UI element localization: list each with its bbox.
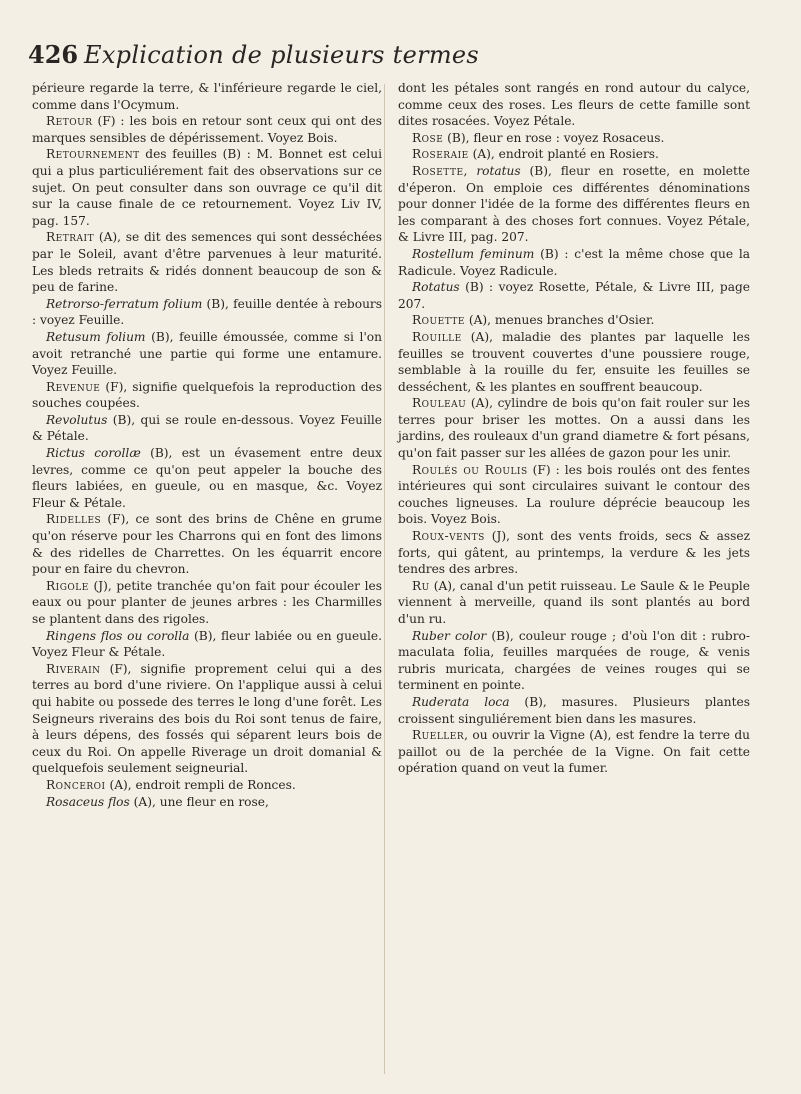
- entry-text: (B), masures. Plusieurs plantes croissent singuliérement bien dans les masures.: [398, 694, 750, 726]
- dictionary-entry: [398, 694, 750, 727]
- dictionary-entry: [398, 329, 750, 395]
- entry-text: (A), endroit planté en Rosiers.: [468, 147, 659, 162]
- dictionary-entry: [32, 229, 382, 295]
- dictionary-entry: [398, 246, 750, 279]
- entry-term: Roulés ou Roulis: [412, 462, 528, 477]
- entry-text: (A), maladie des plantes par laquelle les feuilles se trouvent couvertes d'une poussiere rouge, semblable à la rouille du fer, ensuite les feuilles se desséchent, & les plantes en souffrent beaucoup.: [398, 329, 750, 394]
- entry-text: (A), une fleur en rose,: [129, 794, 269, 809]
- entry-text: (B), est un évasement entre deux levres, comme ce qu'on peut appeler la bouche des fleurs labiées, en gueule, ou en masque, &c. Voyez Fleur & Pétale.: [32, 446, 383, 510]
- entry-text: (A), canal d'un petit ruisseau. Le Saule & le Peuple viennent à merveille, quand ils sont plantés au bord d'un ru.: [398, 578, 750, 626]
- dictionary-entry: [398, 80, 750, 130]
- entry-text: , ou ouvrir la Vigne (A), est fendre la terre du paillot ou de la perchée de la Vigne. On fait cette opération quand on veut la fumer.: [398, 728, 750, 776]
- entry-latin-term: rotatus: [476, 163, 521, 178]
- entry-text: (B), fleur en rose : voyez Rosaceus.: [443, 130, 665, 145]
- dictionary-entry: [398, 578, 750, 628]
- left-column: [32, 80, 382, 810]
- dictionary-entry: [398, 395, 750, 461]
- entry-text: (B), feuille dentée à rebours : voyez Feuille.: [32, 296, 383, 328]
- entry-term: Ru: [412, 578, 430, 593]
- entry-text: (B), couleur rouge ; d'où l'on dit : rubro-maculata folia, feuilles marquées de rouge, & venis rubris muricata, chargées de veines rouges qui se terminent en pointe.: [398, 628, 750, 693]
- dictionary-entry: [32, 777, 382, 794]
- dictionary-entry: [32, 80, 382, 113]
- entry-text: (F), signifie proprement celui qui a des terres au bord d'une riviere. On l'applique aussi à celui qui habite ou possede des terres le long d'une forêt. Les Seigneurs riverains des bois du Roi sont tenus de faire, à leurs dépens, des fossés qui séparent leurs bois de ceux du Roi. On appelle Riverage un droit domanial & quelquefois seulement seigneurial.: [32, 661, 382, 776]
- entry-text: (F), signifie quelquefois la reproduction des souches coupées.: [32, 379, 382, 411]
- dictionary-entry: [398, 528, 750, 578]
- entry-text: dont les pétales sont rangés en rond autour du calyce, comme ceux des roses. Les fleurs de cette famille sont dites rosacées. Voyez Pétale.: [398, 81, 750, 129]
- dictionary-entry: [32, 661, 382, 777]
- entry-latin-term: Retusum folium: [46, 329, 146, 344]
- entry-term: Ridelles: [46, 512, 102, 527]
- entry-latin-term: Ruderata loca: [412, 694, 510, 709]
- running-header: [28, 38, 758, 72]
- entry-text: (F) : les bois roulés ont des fentes intérieures qui sont circulaires suivant le contour des couches ligneuses. La roulure déprécie beaucoup les bois. Voyez Bois.: [398, 462, 751, 527]
- entry-text: (A), menues branches d'Osier.: [464, 313, 655, 328]
- dictionary-entry: [32, 379, 382, 412]
- entry-text: (B), fleur labiée ou en gueule. Voyez Fleur & Pétale.: [32, 628, 382, 660]
- dictionary-entry: [32, 113, 382, 146]
- entry-text: (A), se dit des semences qui sont desséchées par le Soleil, avant d'être parvenues à leur maturité. Les bleds retraits & ridés donnent beaucoup de son & peu de farine.: [32, 230, 382, 295]
- entry-term: Riverain: [46, 661, 101, 676]
- column-divider: [384, 84, 385, 1074]
- entry-text: (B), qui se roule en-dessous. Voyez Feuille & Pétale.: [32, 412, 382, 444]
- entry-text: (A), cylindre de bois qu'on fait rouler sur les terres pour briser les mottes. On a aussi dans les jardins, des rouleaux d'un grand diametre & fort pésans, qu'on fait passer sur les allées de gazon pour les unir.: [398, 396, 750, 461]
- right-column: [398, 80, 750, 777]
- entry-text: (B) : voyez Rosette, Pétale, & Livre III, page 207.: [398, 280, 750, 311]
- entry-text: (J), petite tranchée qu'on fait pour écouler les eaux ou pour planter de jeunes arbres : les Charmilles se plantent dans des rigoles.: [32, 578, 382, 626]
- dictionary-entry: [398, 462, 750, 528]
- entry-text: (J), sont des vents froids, secs & assez forts, qui gâtent, au printemps, la verdure & les jets tendres des arbres.: [398, 529, 750, 577]
- dictionary-entry: [32, 296, 382, 329]
- entry-latin-term: Ringens flos ou corolla: [46, 628, 190, 643]
- entry-latin-term: Revolutus: [46, 412, 108, 427]
- dictionary-entry: [398, 279, 750, 312]
- dictionary-entry: [398, 628, 750, 694]
- dictionary-entry: [398, 312, 750, 329]
- entry-term: Rouille: [412, 329, 462, 344]
- dictionary-entry: [398, 146, 750, 163]
- entry-text: (B), feuille émoussée, comme si l'on avoit retranché une partie qui forme une entamure. Voyez Feuille.: [32, 329, 382, 378]
- dictionary-entry: [32, 412, 382, 445]
- entry-term: Revenue: [46, 379, 101, 394]
- dictionary-entry: [32, 329, 382, 379]
- entry-term: Roux-vents: [412, 529, 485, 544]
- dictionary-entry: [32, 794, 382, 811]
- entry-term: Rueller: [412, 728, 465, 743]
- entry-term: Retour: [46, 114, 93, 129]
- entry-text: (B) : c'est la même chose que la Radicule. Voyez Radicule.: [398, 246, 750, 278]
- entry-term: Rosette: [412, 163, 464, 178]
- entry-term: Roseraie: [412, 147, 469, 162]
- entry-text: (F), ce sont des brins de Chêne en grume qu'on réserve pour les Charrons qui en font des limons & des ridelles de Charrettes. On les équarrit encore pour en faire du chevron.: [32, 512, 382, 577]
- entry-term: Rouette: [412, 313, 465, 328]
- entry-term: Rouleau: [412, 396, 467, 411]
- entry-term: Retournement: [46, 147, 140, 162]
- entry-text: (F) : les bois en retour sont ceux qui ont des marques sensibles de dépérissement. Voyez Bois.: [32, 114, 382, 145]
- entry-text: (B), fleur en rosette, en molette d'éperon. On emploie ces différentes dénominations pour donner l'idée de la forme des différentes fleurs en les comparant à des choses fort connues. Voyez Pétale, & Livre III, pag. 207.: [398, 163, 750, 245]
- entry-term: Rigole: [46, 578, 89, 593]
- dictionary-entry: [32, 578, 382, 628]
- entry-term: Ronceroi: [46, 777, 106, 792]
- dictionary-entry: [32, 445, 382, 511]
- entry-latin-term: Rictus corollæ: [46, 446, 141, 461]
- dictionary-entry: [32, 511, 382, 577]
- entry-latin-term: Ruber color: [412, 628, 487, 643]
- page-number: 426: [28, 40, 79, 69]
- entry-term: Retrait: [46, 230, 95, 245]
- entry-text: (A), endroit rempli de Ronces.: [105, 777, 296, 792]
- entry-latin-term: Rotatus: [412, 280, 460, 295]
- entry-latin-term: Rostellum feminum: [412, 246, 535, 261]
- dictionary-entry: [32, 628, 382, 661]
- dictionary-entry: [398, 130, 750, 147]
- dictionary-entry: [398, 727, 750, 777]
- dictionary-entry: Rosette, rotatus (B), fleur en rosette, en molette d'éperon. On emploie ces différentes dénominations pour donner l'idée de la forme des différentes fleurs en les comparant à des choses fort connues. Voyez Pétale, & Livre III, pag. 207.: [398, 163, 750, 245]
- running-title: Explication de plusieurs termes: [84, 41, 480, 69]
- entry-text: périeure regarde la terre, & l'inférieure regarde le ciel, comme dans l'Ocymum.: [32, 81, 382, 112]
- entry-term: Rose: [412, 130, 444, 145]
- entry-text: des feuilles (B) : M. Bonnet est celui qui a plus particuliérement fait des observations sur ce sujet. On peut consulter dans son ouvrage ce qu'il dit sur la cause finale de ce retournement. Voyez Liv IV, pag. 157.: [32, 147, 382, 228]
- entry-latin-term: Rosaceus flos: [46, 794, 130, 809]
- entry-latin-term: Retrorso-ferratum folium: [46, 296, 203, 311]
- dictionary-entry: [32, 146, 382, 229]
